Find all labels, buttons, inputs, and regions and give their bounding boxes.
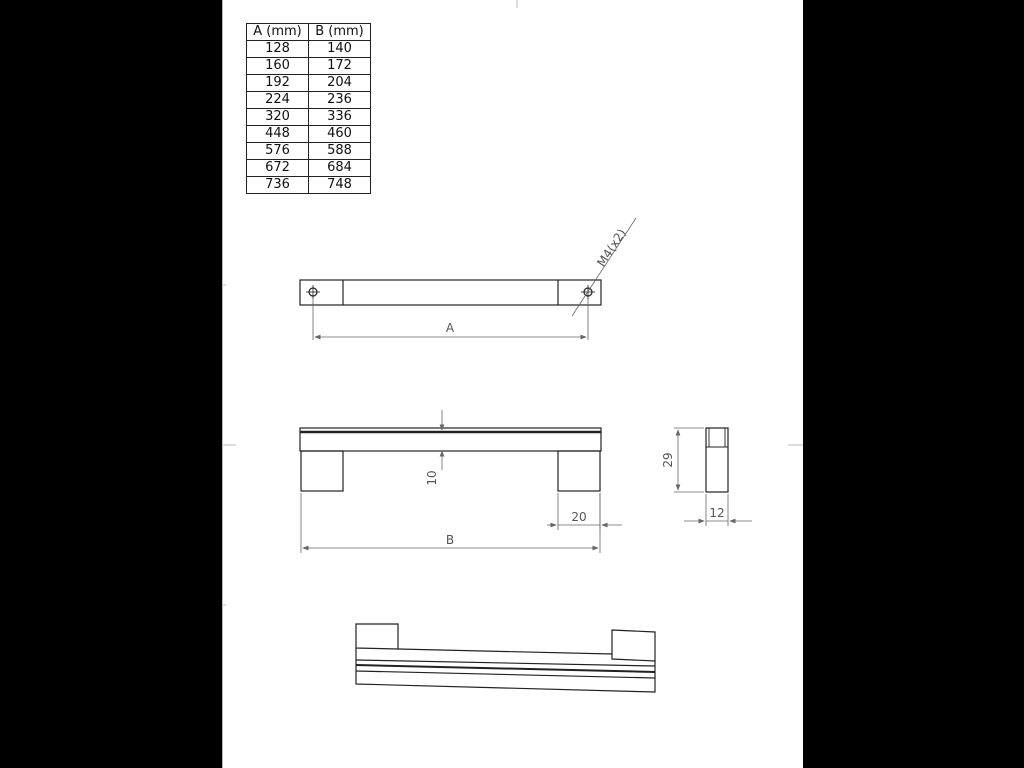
dim-side-height-label: 29 bbox=[661, 452, 675, 468]
dim-foot-label: 20 bbox=[571, 510, 587, 524]
size-a-cell: 448 bbox=[247, 126, 309, 143]
header-a: A (mm) bbox=[247, 24, 309, 41]
size-a-cell: 736 bbox=[247, 177, 309, 194]
drawing-sheet bbox=[222, 0, 803, 768]
size-a-cell: 192 bbox=[247, 75, 309, 92]
size-b-cell: 336 bbox=[309, 109, 371, 126]
front-right-foot bbox=[558, 451, 600, 491]
size-b-cell: 684 bbox=[309, 160, 371, 177]
size-a-cell: 320 bbox=[247, 109, 309, 126]
side-view bbox=[706, 428, 728, 492]
size-b-cell: 460 bbox=[309, 126, 371, 143]
sheet-frame bbox=[222, 0, 803, 768]
front-view bbox=[300, 428, 601, 491]
size-b-cell: 748 bbox=[309, 177, 371, 194]
size-b-cell: 236 bbox=[309, 92, 371, 109]
dim-b-label: B bbox=[445, 533, 455, 547]
header-b: B (mm) bbox=[309, 24, 371, 41]
dim-a-label: A bbox=[445, 321, 455, 335]
size-a-cell: 224 bbox=[247, 92, 309, 109]
iso-right-foot bbox=[612, 630, 655, 661]
size-b-cell: 140 bbox=[309, 41, 371, 58]
size-a-cell: 672 bbox=[247, 160, 309, 177]
dim-height-label: 10 bbox=[425, 470, 439, 486]
thread-label: M4(x2) bbox=[594, 226, 629, 270]
size-a-cell: 128 bbox=[247, 41, 309, 58]
size-b-cell: 588 bbox=[309, 143, 371, 160]
iso-left-foot bbox=[356, 624, 398, 649]
top-view-outline bbox=[300, 280, 601, 305]
side-profile-channel bbox=[709, 428, 725, 447]
isometric-view bbox=[356, 624, 655, 692]
size-b-cell: 172 bbox=[309, 58, 371, 75]
size-a-cell: 576 bbox=[247, 143, 309, 160]
size-b-cell: 204 bbox=[309, 75, 371, 92]
mounting-hole-left-icon bbox=[306, 285, 320, 299]
size-a-cell: 160 bbox=[247, 58, 309, 75]
top-view bbox=[300, 280, 601, 305]
dim-side-width-label: 12 bbox=[709, 506, 725, 520]
dimension-a bbox=[313, 218, 636, 340]
technical-drawing bbox=[222, 0, 803, 768]
front-left-foot bbox=[301, 451, 343, 491]
